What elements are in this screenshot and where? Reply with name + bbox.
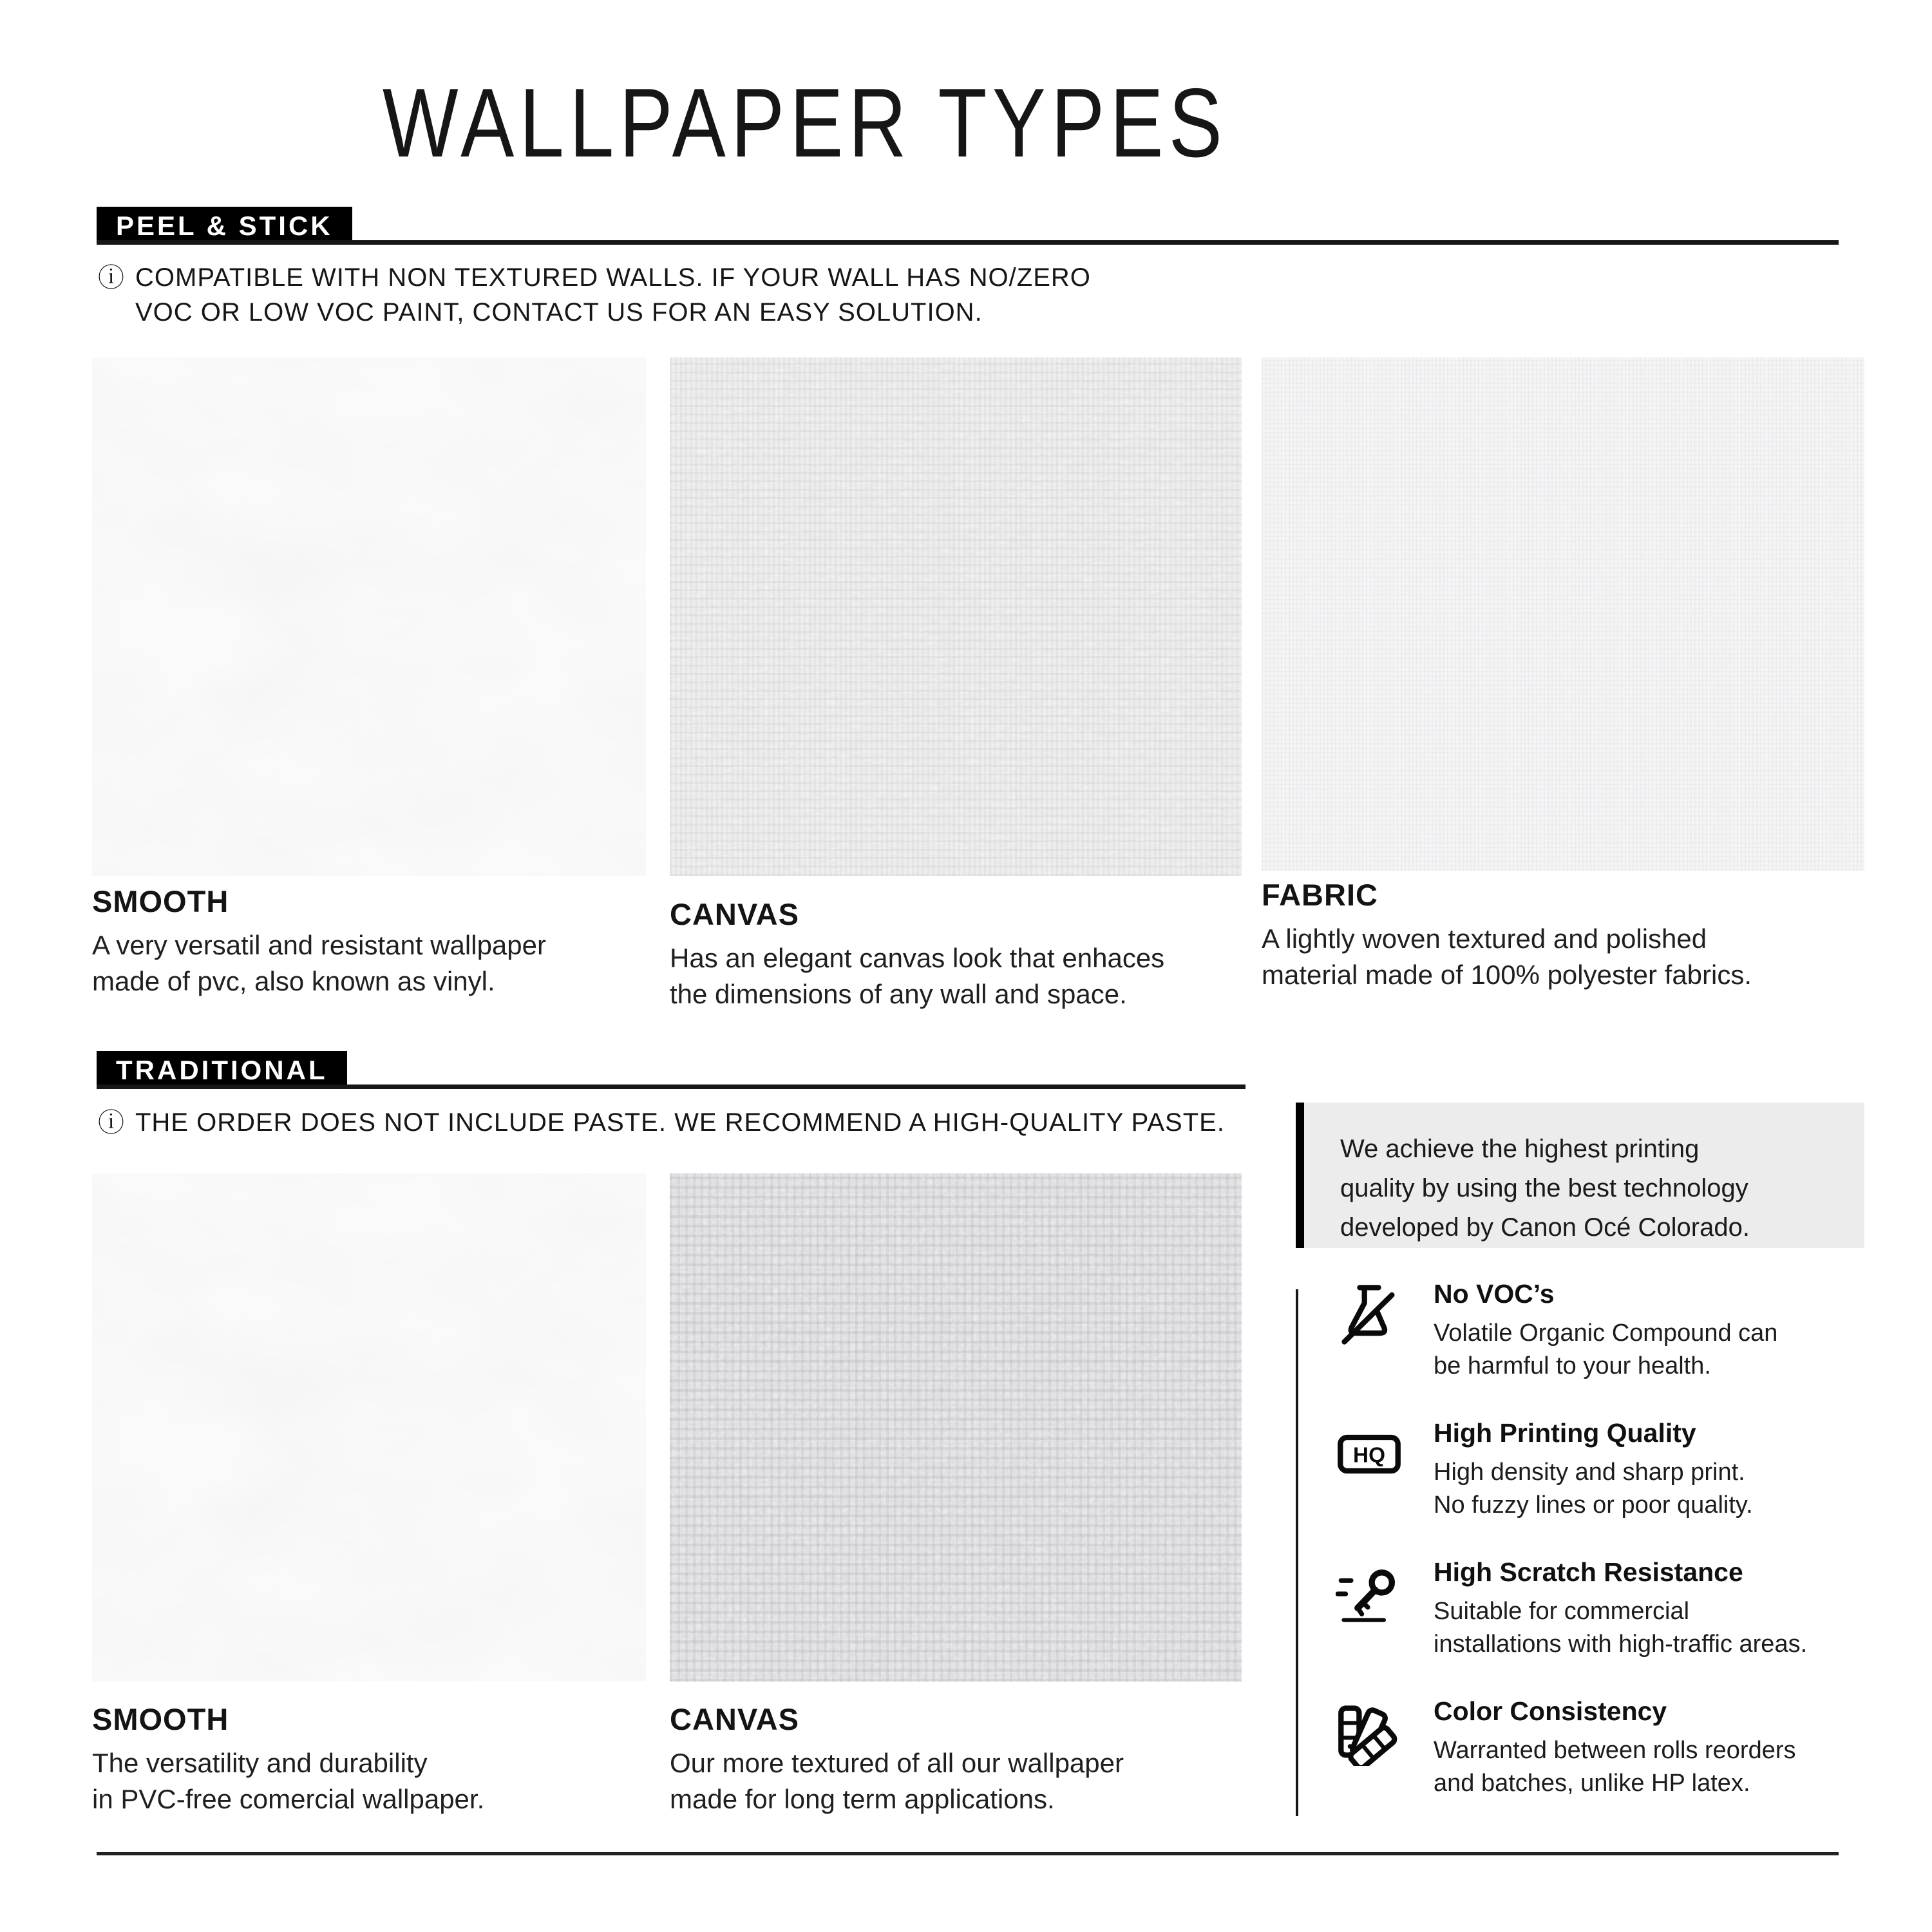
swatch-name: SMOOTH bbox=[92, 884, 229, 918]
page-title: WALLPAPER TYPES bbox=[382, 68, 1228, 178]
swatch-description: The versatility and durability in PVC-free comercial wallpaper. bbox=[92, 1748, 485, 1814]
note-line: VOC OR LOW VOC PAINT, CONTACT US FOR AN EASY SOLUTION. bbox=[135, 298, 983, 327]
swatch-name: CANVAS bbox=[670, 1702, 799, 1736]
color-swatches-icon bbox=[1334, 1696, 1404, 1768]
swatch-description: Our more textured of all our wallpaper made for long term applications. bbox=[670, 1748, 1124, 1814]
feature-description: High density and sharp print. No fuzzy lines or poor quality. bbox=[1434, 1459, 1753, 1519]
texture-sample-smooth-peel-stick bbox=[92, 357, 646, 876]
printing-quality-note-box: We achieve the highest printing quality by using the best technology developed by Canon Océ Colorado. bbox=[1296, 1103, 1864, 1248]
section-badge-peel-and-stick: PEEL & STICK bbox=[97, 207, 352, 245]
swatch-description: Has an elegant canvas look that enhaces the dimensions of any wall and space. bbox=[670, 943, 1165, 1009]
info-icon: ⓘ bbox=[98, 1108, 125, 1137]
swatch-description: A lightly woven textured and polished material made of 100% polyester fabrics. bbox=[1262, 923, 1752, 990]
note-line: COMPATIBLE WITH NON TEXTURED WALLS. IF YOUR WALL HAS NO/ZERO bbox=[135, 263, 1091, 292]
feature-title: High Scratch Resistance bbox=[1434, 1557, 1743, 1587]
svg-text:HQ: HQ bbox=[1353, 1443, 1385, 1468]
feature-high-scratch-resistance bbox=[1334, 1557, 1869, 1661]
features-divider-rule bbox=[1296, 1289, 1298, 1816]
texture-sample-fabric-peel-stick bbox=[1262, 357, 1864, 871]
feature-title: Color Consistency bbox=[1434, 1696, 1667, 1726]
feature-no-vocs bbox=[1334, 1279, 1869, 1383]
hq-badge-icon bbox=[1334, 1418, 1404, 1490]
peel-stick-note bbox=[98, 260, 1091, 330]
swatch-name: FABRIC bbox=[1262, 878, 1378, 912]
swatch-name: SMOOTH bbox=[92, 1702, 229, 1736]
feature-high-printing-quality bbox=[1334, 1418, 1869, 1522]
traditional-note bbox=[98, 1105, 1225, 1140]
info-icon: ⓘ bbox=[98, 263, 125, 292]
speed-key-icon bbox=[1334, 1557, 1404, 1629]
swatch-name: CANVAS bbox=[670, 897, 799, 931]
feature-title: No VOC’s bbox=[1434, 1279, 1555, 1309]
section-badge-traditional: TRADITIONAL bbox=[97, 1051, 347, 1089]
feature-color-consistency bbox=[1334, 1696, 1869, 1800]
swatch-description: A very versatil and resistant wallpaper made of pvc, also known as vinyl. bbox=[92, 930, 546, 996]
texture-sample-smooth-traditional bbox=[92, 1173, 646, 1681]
feature-description: Volatile Organic Compound can be harmful to your health. bbox=[1434, 1320, 1778, 1379]
section-rule bbox=[97, 1084, 1245, 1089]
no-voc-flask-icon bbox=[1334, 1279, 1404, 1351]
note-line: THE ORDER DOES NOT INCLUDE PASTE. WE RECOMMEND A HIGH-QUALITY PASTE. bbox=[135, 1108, 1225, 1137]
section-rule bbox=[97, 240, 1839, 245]
texture-sample-canvas-peel-stick bbox=[670, 357, 1242, 876]
bottom-rule bbox=[97, 1852, 1839, 1855]
feature-title: High Printing Quality bbox=[1434, 1418, 1696, 1448]
texture-sample-canvas-traditional bbox=[670, 1173, 1242, 1681]
feature-description: Warranted between rolls reorders and batches, unlike HP latex. bbox=[1434, 1737, 1796, 1797]
feature-description: Suitable for commercial installations with high-traffic areas. bbox=[1434, 1598, 1808, 1658]
